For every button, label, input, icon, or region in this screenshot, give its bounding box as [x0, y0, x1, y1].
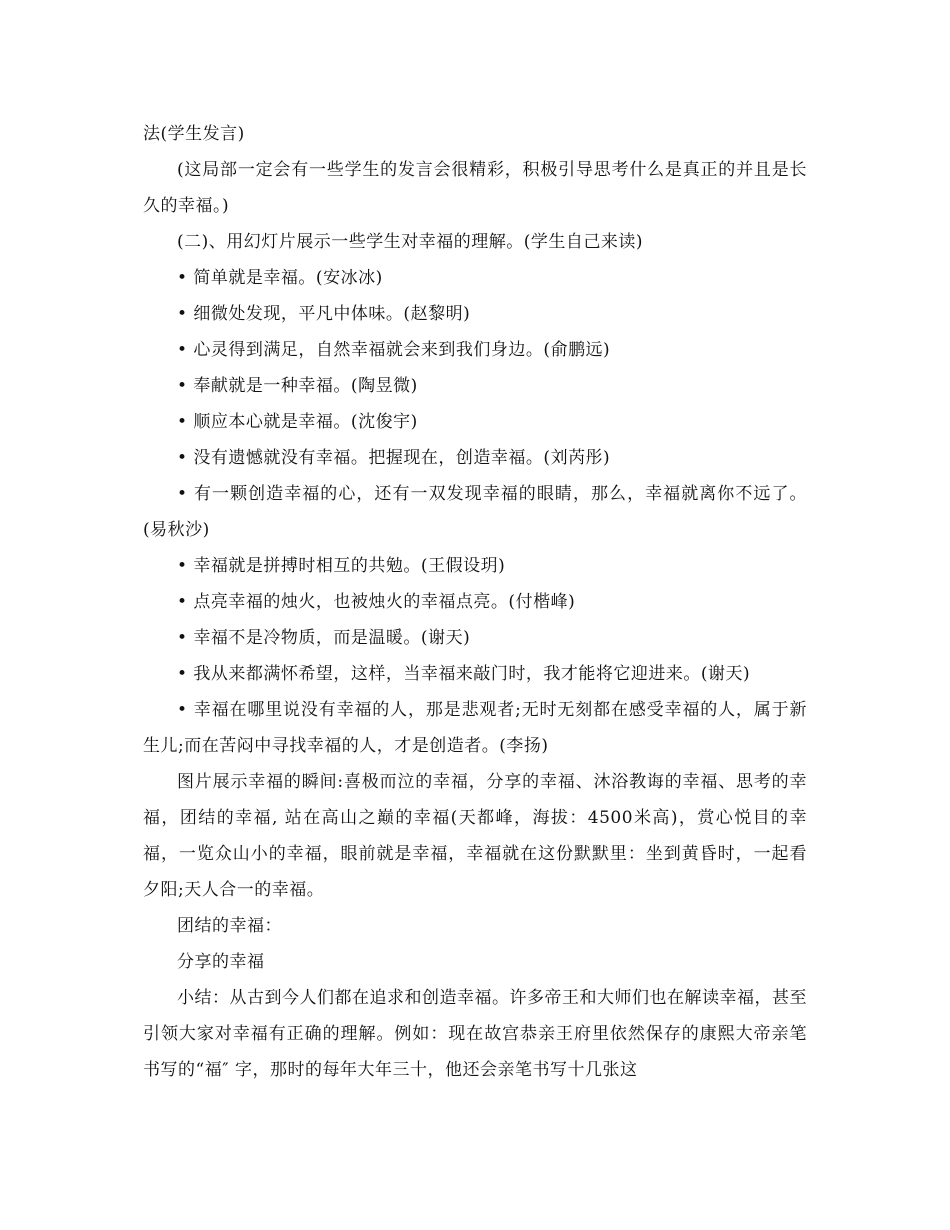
paragraph-picture-show: 图片展示幸福的瞬间:喜极而泣的幸福，分享的幸福、沐浴教诲的幸福、思考的幸福，团结的幸福, 站在高山之巅的幸福(天都峰，海拔：4500米高)，赏心悦目的幸福，一览众山小的幸福，眼前就是幸福，幸福就在这份默默里：坐到黄昏时，一起看夕阳;天人合一的幸福。	[143, 772, 807, 900]
bullet-item: • 细微处发现，平凡中体味。(赵黎明)	[177, 304, 471, 324]
paragraph-continuation: 法(学生发言)	[143, 124, 245, 144]
bullet-item: • 有一颗创造幸福的心，还有一双发现幸福的眼睛，那么，幸福就离你不远了。(易秋沙)	[143, 484, 807, 540]
bullet-item: • 简单就是幸福。(安冰冰)	[177, 268, 383, 288]
bullet-item: • 我从来都满怀希望，这样，当幸福来敲门时，我才能将它迎进来。(谢天)	[177, 664, 751, 684]
document-body	[143, 116, 807, 1088]
bullet-item: • 没有遗憾就没有幸福。把握现在，创造幸福。(刘芮彤)	[177, 448, 611, 468]
paragraph-note: (这局部一定会有一些学生的发言会很精彩，积极引导思考什么是真正的并且是长久的幸福。)	[143, 160, 807, 216]
bullet-item: • 顺应本心就是幸福。(沈俊宇)	[177, 412, 418, 432]
bullet-item: • 幸福不是冷物质，而是温暖。(谢天)	[177, 628, 471, 648]
paragraph-subheading: 团结的幸福：	[177, 916, 282, 936]
bullet-item: • 幸福在哪里说没有幸福的人，那是悲观者;无时无刻都在感受幸福的人，属于新生儿;而在苦闷中寻找幸福的人，才是创造者。(李扬)	[143, 700, 807, 756]
paragraph-summary: 小结：从古到今人们都在追求和创造幸福。许多帝王和大师们也在解读幸福，甚至引领大家对幸福有正确的理解。例如：现在故宫恭亲王府里依然保存的康熙大帝亲笔书写的“福″ 字，那时的每年大年三十，他还会亲笔书写十几张这	[143, 988, 807, 1080]
paragraph-subheading: 分享的幸福	[177, 952, 265, 972]
bullet-item: • 幸福就是拼搏时相互的共勉。(王假设玥)	[177, 556, 506, 576]
bullet-item: • 心灵得到满足，自然幸福就会来到我们身边。(俞鹏远)	[177, 340, 611, 360]
bullet-item: • 点亮幸福的烛火，也被烛火的幸福点亮。(付楷峰)	[177, 592, 576, 612]
bullet-item: • 奉献就是一种幸福。(陶昱微)	[177, 376, 418, 396]
paragraph-section-heading: (二)、用幻灯片展示一些学生对幸福的理解。(学生自己来读)	[177, 232, 644, 252]
